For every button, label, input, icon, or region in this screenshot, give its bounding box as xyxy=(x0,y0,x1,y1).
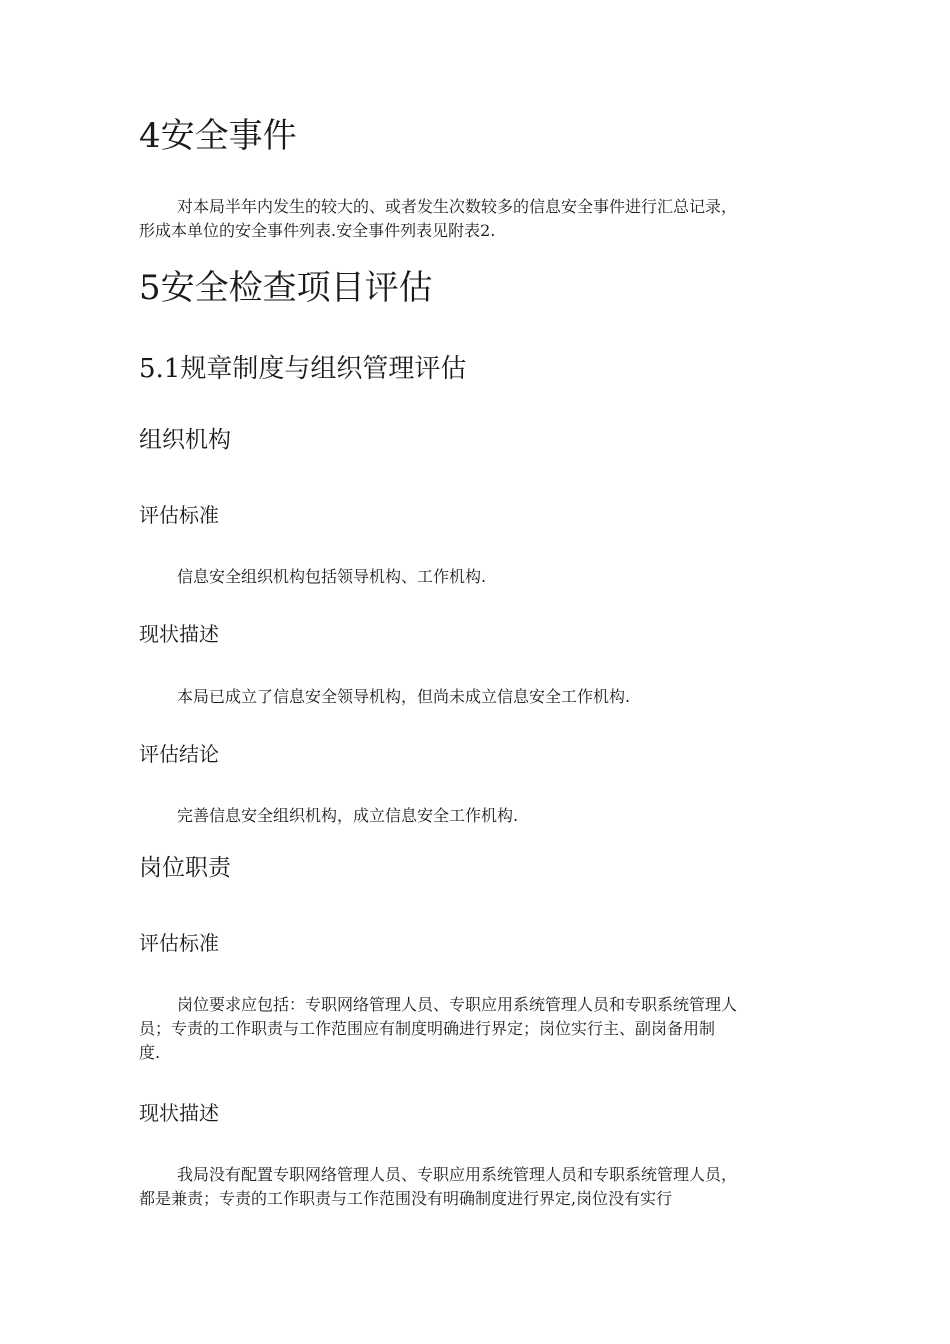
paragraph-line: 本局已成立了信息安全领导机构，但尚未成立信息安全工作机构. xyxy=(177,687,631,706)
paragraph-line: 度. xyxy=(139,1043,161,1062)
org-status-heading: 现状描述 xyxy=(139,622,219,646)
duty-status-heading: 现状描述 xyxy=(139,1101,219,1125)
paragraph-line: 形成本单位的安全事件列表.安全事件列表见附表2. xyxy=(139,221,496,240)
duty-standard-heading: 评估标准 xyxy=(139,931,219,955)
section-4-heading: 4安全事件 xyxy=(139,116,297,156)
paragraph-line: 对本局半年内发生的较大的、或者发生次数较多的信息安全事件进行汇总记录， xyxy=(177,197,738,216)
duty-status-text xyxy=(139,1163,819,1211)
section-5-heading: 5安全检查项目评估 xyxy=(139,268,433,308)
org-conclusion-text xyxy=(139,804,819,828)
org-standard-heading: 评估标准 xyxy=(139,503,219,527)
paragraph-line: 都是兼责；专责的工作职责与工作范围没有明确制度进行界定,岗位没有实行 xyxy=(139,1189,673,1208)
org-status-text xyxy=(139,685,819,709)
paragraph-line: 员；专责的工作职责与工作范围应有制度明确进行界定；岗位实行主、副岗备用制 xyxy=(139,1019,716,1038)
paragraph-line: 信息安全组织机构包括领导机构、工作机构. xyxy=(177,567,487,586)
section-4-paragraph xyxy=(139,195,819,243)
paragraph-line: 岗位要求应包括：专职网络管理人员、专职应用系统管理人员和专职系统管理人 xyxy=(177,995,738,1014)
duty-heading: 岗位职责 xyxy=(139,855,231,881)
section-5-1-heading: 5.1规章制度与组织管理评估 xyxy=(139,354,467,384)
org-standard-text xyxy=(139,565,819,589)
org-conclusion-heading: 评估结论 xyxy=(139,742,219,766)
org-structure-heading: 组织机构 xyxy=(139,427,231,453)
paragraph-line: 我局没有配置专职网络管理人员、专职应用系统管理人员和专职系统管理人员， xyxy=(177,1165,738,1184)
paragraph-line: 完善信息安全组织机构，成立信息安全工作机构. xyxy=(177,806,519,825)
duty-standard-text xyxy=(139,993,819,1065)
